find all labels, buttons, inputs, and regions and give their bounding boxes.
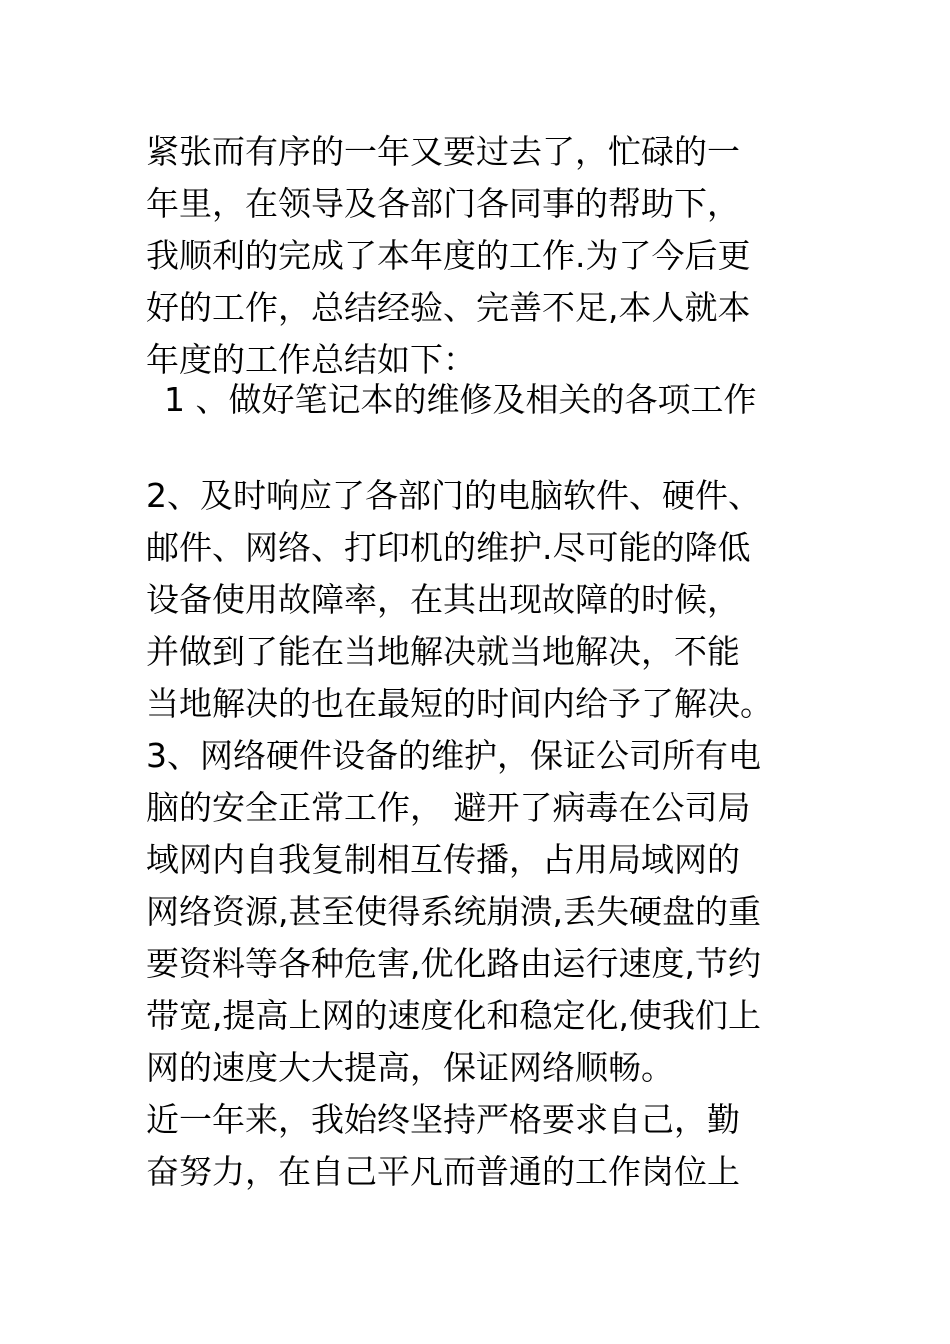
text-line: 带宽,提高上网的速度化和稳定化,使我们上: [146, 996, 761, 1035]
text-line: 并做到了能在当地解决就当地解决，不能: [146, 632, 740, 671]
text-line: 3、网络硬件设备的维护，保证公司所有电: [146, 736, 761, 775]
text-line: 1 、做好笔记本的维修及相关的各项工作: [164, 380, 757, 419]
closing-paragraph: [146, 1094, 826, 1198]
item-1-paragraph: [146, 374, 826, 426]
text-line: 脑的安全正常工作， 避开了病毒在公司局: [146, 788, 751, 827]
text-line: 设备使用故障率，在其出现故障的时候，: [146, 580, 740, 619]
text-line: 年度的工作总结如下：: [146, 340, 476, 379]
text-line: 我顺利的完成了本年度的工作.为了今后更: [146, 236, 751, 275]
text-line: 网络资源,甚至使得系统崩溃,丢失硬盘的重: [146, 892, 761, 931]
intro-paragraph: [146, 126, 826, 386]
text-line: 2、及时响应了各部门的电脑软件、硬件、: [146, 476, 761, 515]
text-line: 网的速度大大提高，保证网络顺畅。: [146, 1048, 674, 1087]
text-line: 年里，在领导及各部门各同事的帮助下，: [146, 184, 740, 223]
item-3-paragraph: [146, 730, 826, 1094]
text-line: 要资料等各种危害,优化路由运行速度,节约: [146, 944, 761, 983]
text-line: 奋努力，在自己平凡而普通的工作岗位上: [146, 1152, 740, 1191]
text-line: 好的工作，总结经验、完善不足,本人就本: [146, 288, 751, 327]
item-2-paragraph: [146, 470, 826, 730]
text-line: 紧张而有序的一年又要过去了，忙碌的一: [146, 132, 740, 171]
text-line: 邮件、网络、打印机的维护.尽可能的降低: [146, 528, 751, 567]
text-line: 近一年来，我始终坚持严格要求自己，勤: [146, 1100, 740, 1139]
text-line: 域网内自我复制相互传播，占用局域网的: [146, 840, 740, 879]
text-line: 当地解决的也在最短的时间内给予了解决。: [146, 684, 773, 723]
